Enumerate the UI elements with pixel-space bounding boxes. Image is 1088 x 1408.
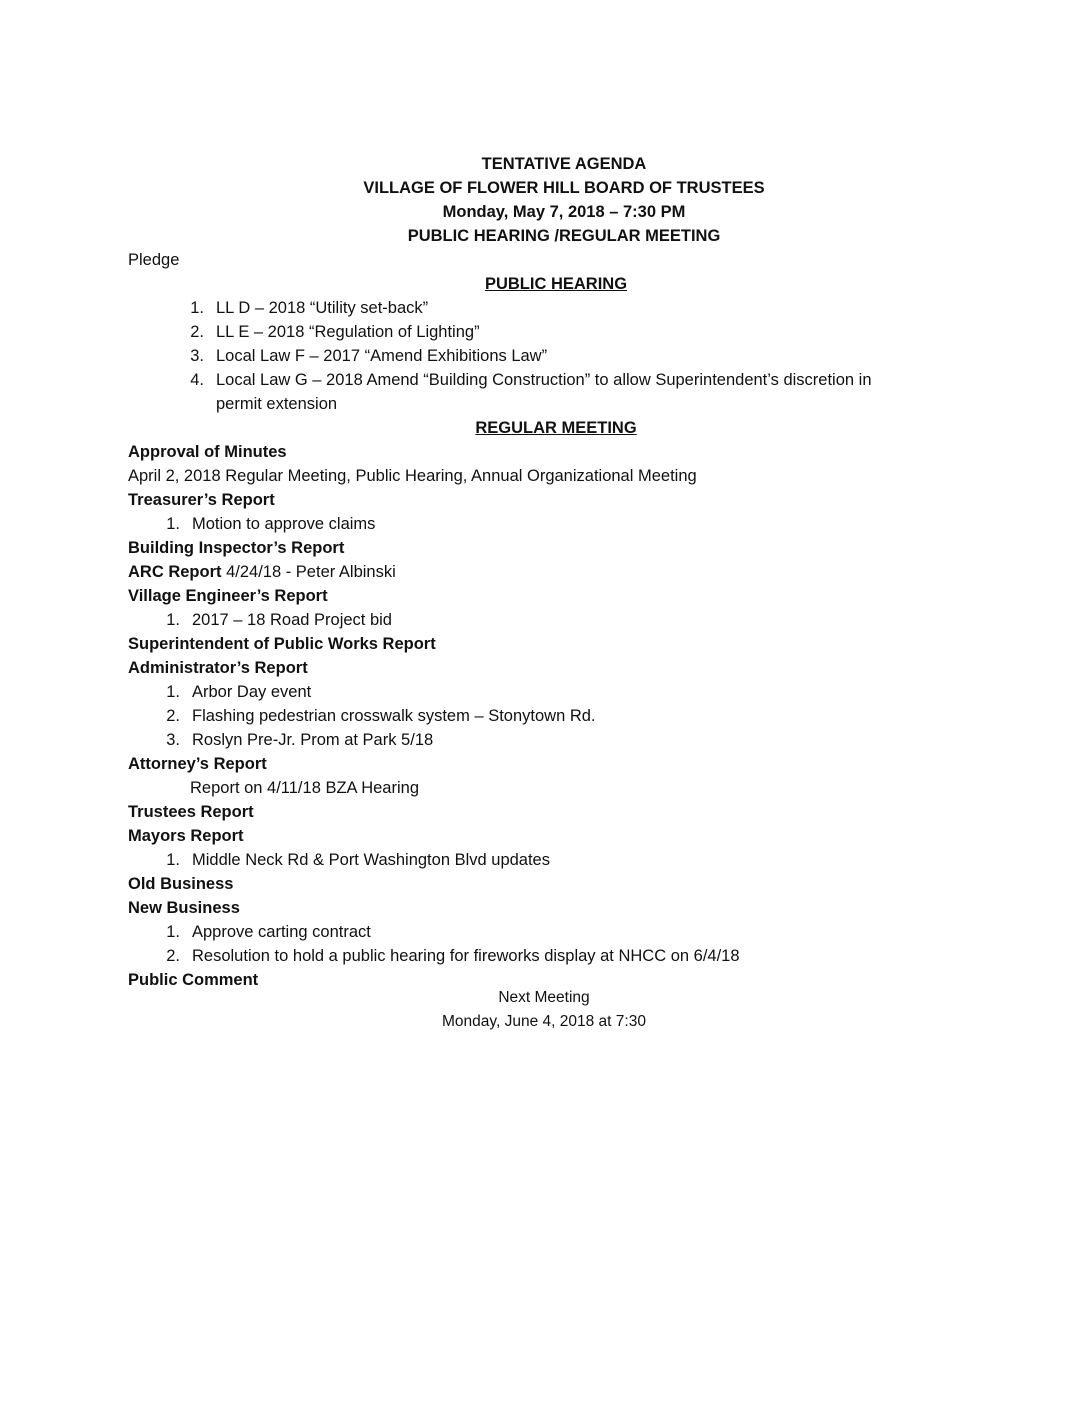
public-comment-heading: Public Comment	[128, 971, 259, 989]
agenda-heading	[0, 152, 1088, 248]
next-meeting	[0, 986, 1088, 1034]
next-meeting-date: Monday, June 4, 2018 at 7:30	[442, 1013, 646, 1030]
attorney-text: Report on 4/11/18 BZA Hearing	[190, 779, 420, 797]
pledge: Pledge	[128, 251, 180, 269]
building-inspector-heading: Building Inspector’s Report	[128, 539, 345, 557]
list-item: 1. Arbor Day event	[166, 683, 312, 701]
list-item: 2. Flashing pedestrian crosswalk system – Stonytown Rd.	[166, 707, 596, 725]
list-item: 1. Approve carting contract	[166, 923, 371, 941]
mayors-heading: Mayors Report	[128, 827, 244, 845]
list-item: 3. Local Law F – 2017 “Amend Exhibitions Law”	[190, 347, 548, 365]
attorney-heading: Attorney’s Report	[128, 755, 267, 773]
arc-report-line	[128, 560, 396, 584]
list-item: 3. Roslyn Pre-Jr. Prom at Park 5/18	[166, 731, 434, 749]
approval-minutes-text: April 2, 2018 Regular Meeting, Public Hearing, Annual Organizational Meeting	[128, 467, 697, 485]
treasurer-heading: Treasurer’s Report	[128, 491, 275, 509]
old-business-heading: Old Business	[128, 875, 234, 893]
agenda-title: TENTATIVE AGENDA	[481, 155, 647, 173]
trustees-heading: Trustees Report	[128, 803, 254, 821]
meeting-type: PUBLIC HEARING /REGULAR MEETING	[407, 227, 721, 245]
board-name: VILLAGE OF FLOWER HILL BOARD OF TRUSTEES	[363, 179, 765, 197]
arc-heading: ARC Report	[128, 563, 222, 581]
village-engineer-heading: Village Engineer’s Report	[128, 587, 328, 605]
list-item: 1. Middle Neck Rd & Port Washington Blvd updates	[166, 851, 550, 869]
list-item: 4. Local Law G – 2018 Amend “Building Construction” to allow Superintendent’s discretion in	[190, 371, 872, 389]
new-business-heading: New Business	[128, 899, 240, 917]
administrator-heading: Administrator’s Report	[128, 659, 308, 677]
approval-minutes-heading: Approval of Minutes	[128, 443, 287, 461]
list-item: 1. LL D – 2018 “Utility set-back”	[190, 299, 429, 317]
list-item: 1. Motion to approve claims	[166, 515, 376, 533]
superintendent-heading: Superintendent of Public Works Report	[128, 635, 436, 653]
meeting-date: Monday, May 7, 2018 – 7:30 PM	[442, 203, 686, 221]
list-item-continuation: permit extension	[216, 395, 338, 413]
list-item: 1. 2017 – 18 Road Project bid	[166, 611, 392, 629]
arc-text: 4/24/18 - Peter Albinski	[221, 563, 396, 581]
next-meeting-label: Next Meeting	[498, 989, 590, 1006]
public-hearing-heading: PUBLIC HEARING	[484, 275, 628, 293]
list-item: 2. LL E – 2018 “Regulation of Lighting”	[190, 323, 480, 341]
list-item: 2. Resolution to hold a public hearing for fireworks display at NHCC on 6/4/18	[166, 947, 740, 965]
regular-meeting-heading: REGULAR MEETING	[475, 419, 637, 437]
